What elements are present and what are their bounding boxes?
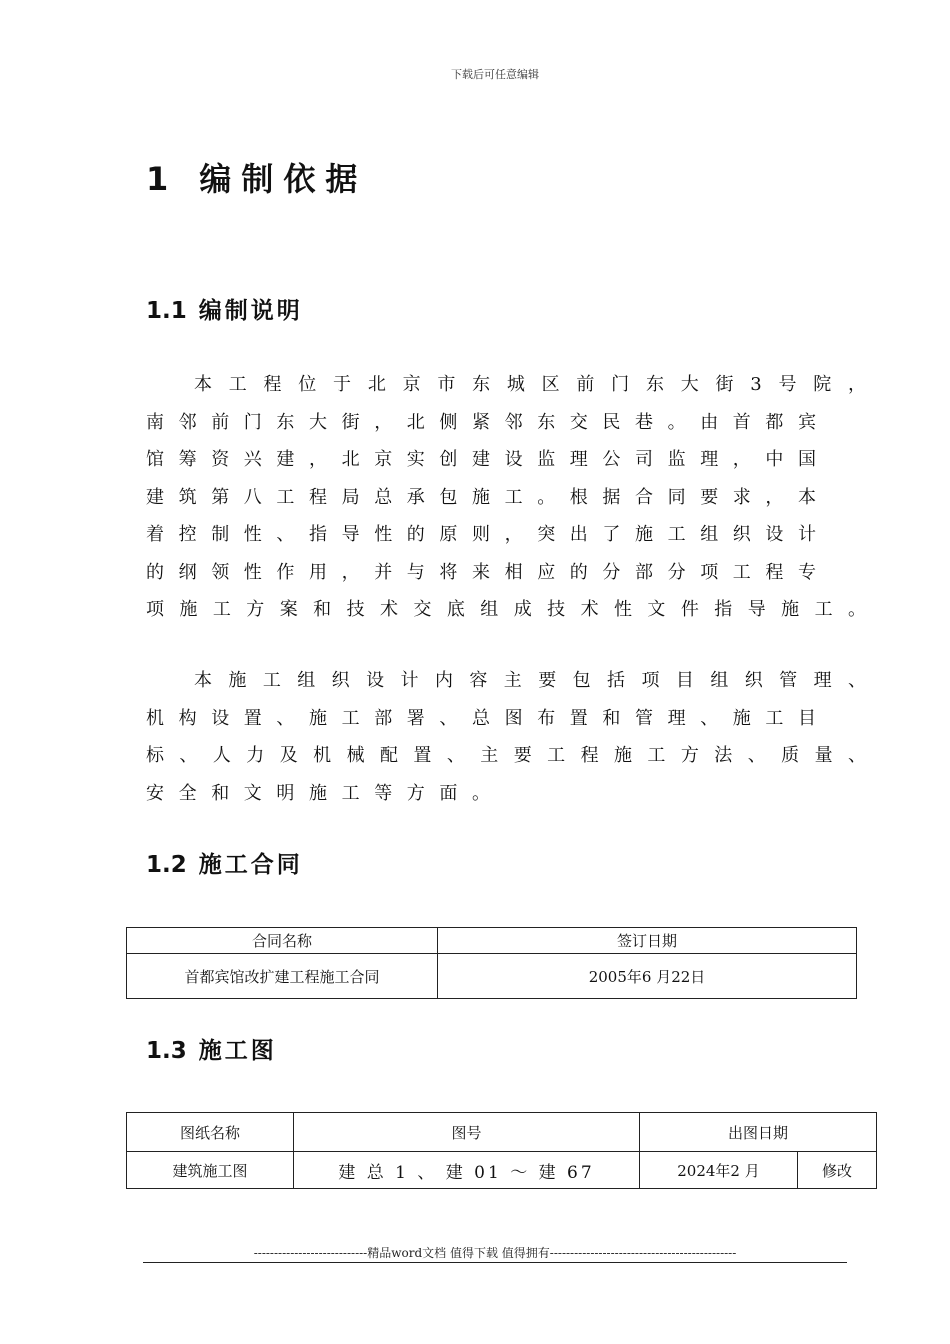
- paragraph-line: 本工程位于北京市东城区前门东大街3号院，: [194, 374, 866, 395]
- table-header-cell: 图号: [294, 1113, 640, 1152]
- contract-table: [126, 927, 857, 999]
- section-title: 施工图: [198, 1038, 277, 1064]
- table-cell: 2005年6 月22日: [438, 954, 857, 999]
- table-header-cell: 签订日期: [438, 928, 857, 954]
- page-header-note: 下载后可任意编辑: [451, 68, 539, 81]
- section-heading-1-3: [146, 1032, 277, 1065]
- table-header-cell: 合同名称: [127, 928, 438, 954]
- paragraph-line: 本施工组织设计内容主要包括项目组织管理、: [194, 670, 866, 691]
- paragraph-line: 馆筹资兴建，北京实创建设监理公司监理，中国: [146, 449, 831, 470]
- section-number: 1.3: [146, 1038, 187, 1064]
- paragraph-line: 机构设置、施工部署、总图布置和管理、施工目: [146, 707, 831, 729]
- table-row: [127, 1152, 877, 1189]
- paragraph-line: 建筑第八工程局总承包施工。根据合同要求，本: [146, 486, 831, 508]
- page-footer-note: ----------------------------精品word文档 值得下载 值得拥有----------------------------------------------: [253, 1246, 737, 1260]
- section-number: 1.1: [146, 298, 187, 324]
- section-title: 施工合同: [198, 852, 303, 878]
- table-row: [127, 954, 857, 999]
- table-cell: 建筑施工图: [127, 1152, 294, 1189]
- paragraph-line: 项施工方案和技术交底组成技术性文件指导施工。: [146, 599, 866, 620]
- section-heading-1-2: [146, 846, 303, 879]
- paragraph-scope: [146, 662, 866, 812]
- table-header-cell: 出图日期: [640, 1113, 877, 1152]
- paragraph-line: 南邻前门东大街，北侧紧邻东交民巷。由首都宾: [146, 411, 831, 433]
- paragraph-line: 的纲领性作用，并与将来相应的分部分项工程专: [146, 561, 831, 583]
- paragraph-line: 标、人力及机械配置、主要工程施工方法、质量、: [146, 745, 866, 766]
- drawings-table: [126, 1112, 877, 1189]
- table-cell: 2024年2 月: [640, 1152, 798, 1189]
- section-number: 1.2: [146, 852, 187, 878]
- section-heading-1-1: [146, 292, 303, 325]
- footer-divider: [143, 1262, 847, 1263]
- table-cell: 建 总 1 、 建 01 ～ 建 67: [294, 1152, 640, 1189]
- paragraph-line: 安全和文明施工等方面。: [146, 782, 505, 804]
- table-cell: 首都宾馆改扩建工程施工合同: [127, 954, 438, 999]
- paragraph-project-overview: [146, 366, 866, 629]
- paragraph-line: 着控制性、指导性的原则，突出了施工组织设计: [146, 524, 831, 545]
- table-cell: 修改: [798, 1152, 877, 1189]
- chapter-title: 1 编制依据: [146, 160, 368, 198]
- table-header-cell: 图纸名称: [127, 1113, 294, 1152]
- section-title: 编制说明: [198, 298, 303, 324]
